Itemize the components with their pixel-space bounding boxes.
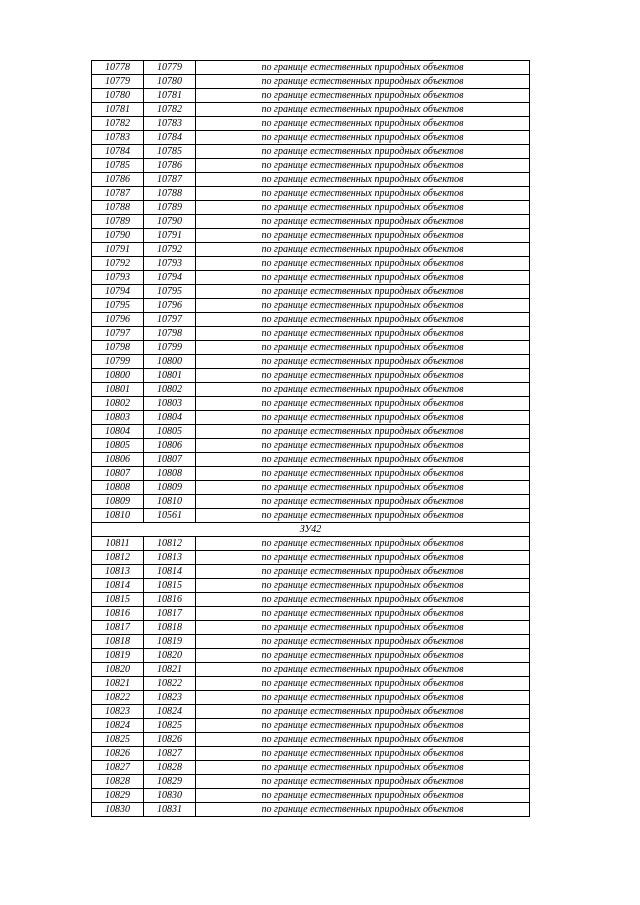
from-point-cell: 10808 [92, 481, 144, 495]
table-row [92, 299, 530, 313]
from-point-cell: 10821 [92, 677, 144, 691]
table-row [92, 747, 530, 761]
from-point-cell: 10795 [92, 299, 144, 313]
to-point-cell: 10802 [144, 383, 196, 397]
to-point-cell: 10791 [144, 229, 196, 243]
to-point-cell: 10829 [144, 775, 196, 789]
boundary-description-cell: по границе естественных природных объектов [196, 677, 530, 691]
to-point-cell: 10816 [144, 593, 196, 607]
boundary-description-cell: по границе естественных природных объектов [196, 663, 530, 677]
table-row [92, 621, 530, 635]
table-row [92, 467, 530, 481]
table-row [92, 607, 530, 621]
to-point-cell: 10815 [144, 579, 196, 593]
to-point-cell: 10781 [144, 89, 196, 103]
boundary-description-cell: по границе естественных природных объектов [196, 173, 530, 187]
table-row [92, 117, 530, 131]
to-point-cell: 10823 [144, 691, 196, 705]
to-point-cell: 10784 [144, 131, 196, 145]
table-row [92, 635, 530, 649]
to-point-cell: 10797 [144, 313, 196, 327]
to-point-cell: 10826 [144, 733, 196, 747]
from-point-cell: 10820 [92, 663, 144, 677]
boundary-description-cell: по границе естественных природных объектов [196, 159, 530, 173]
boundary-description-cell: по границе естественных природных объектов [196, 75, 530, 89]
table-row [92, 565, 530, 579]
table-row [92, 145, 530, 159]
from-point-cell: 10791 [92, 243, 144, 257]
to-point-cell: 10788 [144, 187, 196, 201]
boundary-description-cell: по границе естественных природных объектов [196, 453, 530, 467]
to-point-cell: 10830 [144, 789, 196, 803]
to-point-cell: 10813 [144, 551, 196, 565]
to-point-cell: 10822 [144, 677, 196, 691]
boundary-description-cell: по границе естественных природных объектов [196, 187, 530, 201]
from-point-cell: 10782 [92, 117, 144, 131]
to-point-cell: 10817 [144, 607, 196, 621]
to-point-cell: 10804 [144, 411, 196, 425]
to-point-cell: 10798 [144, 327, 196, 341]
table-row [92, 705, 530, 719]
to-point-cell: 10810 [144, 495, 196, 509]
table-row [92, 355, 530, 369]
table-row [92, 327, 530, 341]
to-point-cell: 10803 [144, 397, 196, 411]
section-label: ЗУ42 [92, 523, 530, 537]
table-row [92, 187, 530, 201]
from-point-cell: 10786 [92, 173, 144, 187]
to-point-cell: 10779 [144, 61, 196, 75]
from-point-cell: 10828 [92, 775, 144, 789]
to-point-cell: 10806 [144, 439, 196, 453]
table-row [92, 397, 530, 411]
from-point-cell: 10793 [92, 271, 144, 285]
to-point-cell: 10799 [144, 341, 196, 355]
to-point-cell: 10821 [144, 663, 196, 677]
to-point-cell: 10796 [144, 299, 196, 313]
boundary-description-cell: по границе естественных природных объектов [196, 117, 530, 131]
table-row [92, 131, 530, 145]
from-point-cell: 10826 [92, 747, 144, 761]
boundary-description-cell: по границе естественных природных объектов [196, 719, 530, 733]
from-point-cell: 10817 [92, 621, 144, 635]
boundary-description-cell: по границе естественных природных объектов [196, 691, 530, 705]
boundary-description-cell: по границе естественных природных объектов [196, 355, 530, 369]
from-point-cell: 10811 [92, 537, 144, 551]
boundary-description-cell: по границе естественных природных объектов [196, 201, 530, 215]
table-row [92, 341, 530, 355]
table-row [92, 229, 530, 243]
to-point-cell: 10787 [144, 173, 196, 187]
boundary-description-cell: по границе естественных природных объектов [196, 299, 530, 313]
boundary-description-cell: по границе естественных природных объектов [196, 271, 530, 285]
to-point-cell: 10789 [144, 201, 196, 215]
to-point-cell: 10827 [144, 747, 196, 761]
table-row [92, 453, 530, 467]
boundary-description-cell: по границе естественных природных объектов [196, 579, 530, 593]
to-point-cell: 10831 [144, 803, 196, 817]
boundary-description-cell: по границе естественных природных объектов [196, 425, 530, 439]
to-point-cell: 10812 [144, 537, 196, 551]
from-point-cell: 10792 [92, 257, 144, 271]
from-point-cell: 10815 [92, 593, 144, 607]
boundary-description-cell: по границе естественных природных объектов [196, 131, 530, 145]
from-point-cell: 10830 [92, 803, 144, 817]
table-row [92, 159, 530, 173]
to-point-cell: 10780 [144, 75, 196, 89]
boundary-description-cell: по границе естественных природных объектов [196, 467, 530, 481]
boundary-description-cell: по границе естественных природных объектов [196, 789, 530, 803]
boundary-description-cell: по границе естественных природных объектов [196, 215, 530, 229]
from-point-cell: 10819 [92, 649, 144, 663]
boundary-description-cell: по границе естественных природных объектов [196, 383, 530, 397]
from-point-cell: 10787 [92, 187, 144, 201]
table-row [92, 691, 530, 705]
boundary-description-cell: по границе естественных природных объектов [196, 649, 530, 663]
to-point-cell: 10828 [144, 761, 196, 775]
to-point-cell: 10792 [144, 243, 196, 257]
boundary-description-cell: по границе естественных природных объектов [196, 89, 530, 103]
boundary-description-cell: по границе естественных природных объектов [196, 537, 530, 551]
boundary-description-cell: по границе естественных природных объектов [196, 733, 530, 747]
boundary-description-cell: по границе естественных природных объектов [196, 369, 530, 383]
from-point-cell: 10796 [92, 313, 144, 327]
boundary-description-cell: по границе естественных природных объектов [196, 705, 530, 719]
from-point-cell: 10814 [92, 579, 144, 593]
table-row [92, 593, 530, 607]
table-row [92, 425, 530, 439]
table-row [92, 789, 530, 803]
from-point-cell: 10789 [92, 215, 144, 229]
boundary-description-cell: по границе естественных природных объектов [196, 229, 530, 243]
from-point-cell: 10800 [92, 369, 144, 383]
boundary-description-cell: по границе естественных природных объектов [196, 747, 530, 761]
table-row [92, 663, 530, 677]
table-row [92, 775, 530, 789]
from-point-cell: 10797 [92, 327, 144, 341]
to-point-cell: 10825 [144, 719, 196, 733]
table-row [92, 411, 530, 425]
from-point-cell: 10818 [92, 635, 144, 649]
from-point-cell: 10780 [92, 89, 144, 103]
table-row [92, 803, 530, 817]
to-point-cell: 10782 [144, 103, 196, 117]
to-point-cell: 10807 [144, 453, 196, 467]
from-point-cell: 10827 [92, 761, 144, 775]
boundary-description-cell: по границе естественных природных объектов [196, 243, 530, 257]
boundary-description-cell: по границе естественных природных объектов [196, 313, 530, 327]
table-row [92, 285, 530, 299]
to-point-cell: 10795 [144, 285, 196, 299]
table-row [92, 103, 530, 117]
boundary-points-table [91, 60, 530, 817]
table-row [92, 579, 530, 593]
boundary-description-cell: по границе естественных природных объектов [196, 103, 530, 117]
boundary-description-cell: по границе естественных природных объектов [196, 775, 530, 789]
from-point-cell: 10778 [92, 61, 144, 75]
table-row [92, 719, 530, 733]
to-point-cell: 10818 [144, 621, 196, 635]
table-row [92, 369, 530, 383]
boundary-description-cell: по границе естественных природных объектов [196, 803, 530, 817]
from-point-cell: 10809 [92, 495, 144, 509]
table-row [92, 313, 530, 327]
table-row [92, 509, 530, 523]
to-point-cell: 10783 [144, 117, 196, 131]
from-point-cell: 10810 [92, 509, 144, 523]
to-point-cell: 10808 [144, 467, 196, 481]
boundary-description-cell: по границе естественных природных объектов [196, 495, 530, 509]
table-body [92, 61, 530, 817]
boundary-description-cell: по границе естественных природных объектов [196, 509, 530, 523]
from-point-cell: 10812 [92, 551, 144, 565]
table-row [92, 495, 530, 509]
from-point-cell: 10802 [92, 397, 144, 411]
boundary-description-cell: по границе естественных природных объектов [196, 341, 530, 355]
from-point-cell: 10785 [92, 159, 144, 173]
boundary-description-cell: по границе естественных природных объектов [196, 61, 530, 75]
boundary-description-cell: по границе естественных природных объектов [196, 761, 530, 775]
to-point-cell: 10805 [144, 425, 196, 439]
boundary-description-cell: по границе естественных природных объектов [196, 411, 530, 425]
table-row [92, 383, 530, 397]
to-point-cell: 10814 [144, 565, 196, 579]
to-point-cell: 10801 [144, 369, 196, 383]
table-row [92, 439, 530, 453]
table-row [92, 243, 530, 257]
from-point-cell: 10801 [92, 383, 144, 397]
boundary-description-cell: по границе естественных природных объектов [196, 397, 530, 411]
boundary-description-cell: по границе естественных природных объектов [196, 607, 530, 621]
from-point-cell: 10781 [92, 103, 144, 117]
table-row [92, 201, 530, 215]
from-point-cell: 10822 [92, 691, 144, 705]
from-point-cell: 10783 [92, 131, 144, 145]
from-point-cell: 10784 [92, 145, 144, 159]
boundary-description-cell: по границе естественных природных объектов [196, 551, 530, 565]
boundary-description-cell: по границе естественных природных объектов [196, 327, 530, 341]
table-row [92, 649, 530, 663]
boundary-description-cell: по границе естественных природных объектов [196, 481, 530, 495]
from-point-cell: 10829 [92, 789, 144, 803]
to-point-cell: 10561 [144, 509, 196, 523]
table-row [92, 75, 530, 89]
table-row [92, 89, 530, 103]
boundary-description-cell: по границе естественных природных объектов [196, 635, 530, 649]
table-row [92, 61, 530, 75]
to-point-cell: 10819 [144, 635, 196, 649]
to-point-cell: 10824 [144, 705, 196, 719]
from-point-cell: 10788 [92, 201, 144, 215]
to-point-cell: 10820 [144, 649, 196, 663]
to-point-cell: 10790 [144, 215, 196, 229]
from-point-cell: 10816 [92, 607, 144, 621]
from-point-cell: 10806 [92, 453, 144, 467]
to-point-cell: 10786 [144, 159, 196, 173]
from-point-cell: 10807 [92, 467, 144, 481]
table-row [92, 257, 530, 271]
boundary-description-cell: по границе естественных природных объектов [196, 439, 530, 453]
table-row [92, 215, 530, 229]
table-row [92, 551, 530, 565]
from-point-cell: 10813 [92, 565, 144, 579]
from-point-cell: 10790 [92, 229, 144, 243]
boundary-description-cell: по границе естественных природных объектов [196, 257, 530, 271]
from-point-cell: 10779 [92, 75, 144, 89]
table-row [92, 173, 530, 187]
boundary-description-cell: по границе естественных природных объектов [196, 621, 530, 635]
from-point-cell: 10803 [92, 411, 144, 425]
from-point-cell: 10825 [92, 733, 144, 747]
boundary-description-cell: по границе естественных природных объектов [196, 565, 530, 579]
table-row [92, 733, 530, 747]
from-point-cell: 10824 [92, 719, 144, 733]
table-row [92, 677, 530, 691]
to-point-cell: 10800 [144, 355, 196, 369]
table-row [92, 761, 530, 775]
from-point-cell: 10798 [92, 341, 144, 355]
to-point-cell: 10809 [144, 481, 196, 495]
table-row [92, 537, 530, 551]
from-point-cell: 10805 [92, 439, 144, 453]
from-point-cell: 10794 [92, 285, 144, 299]
table-row [92, 271, 530, 285]
from-point-cell: 10823 [92, 705, 144, 719]
to-point-cell: 10794 [144, 271, 196, 285]
boundary-description-cell: по границе естественных природных объектов [196, 593, 530, 607]
boundary-description-cell: по границе естественных природных объектов [196, 285, 530, 299]
to-point-cell: 10785 [144, 145, 196, 159]
table-row [92, 481, 530, 495]
boundary-description-cell: по границе естественных природных объектов [196, 145, 530, 159]
from-point-cell: 10799 [92, 355, 144, 369]
section-header-row [92, 523, 530, 537]
from-point-cell: 10804 [92, 425, 144, 439]
to-point-cell: 10793 [144, 257, 196, 271]
